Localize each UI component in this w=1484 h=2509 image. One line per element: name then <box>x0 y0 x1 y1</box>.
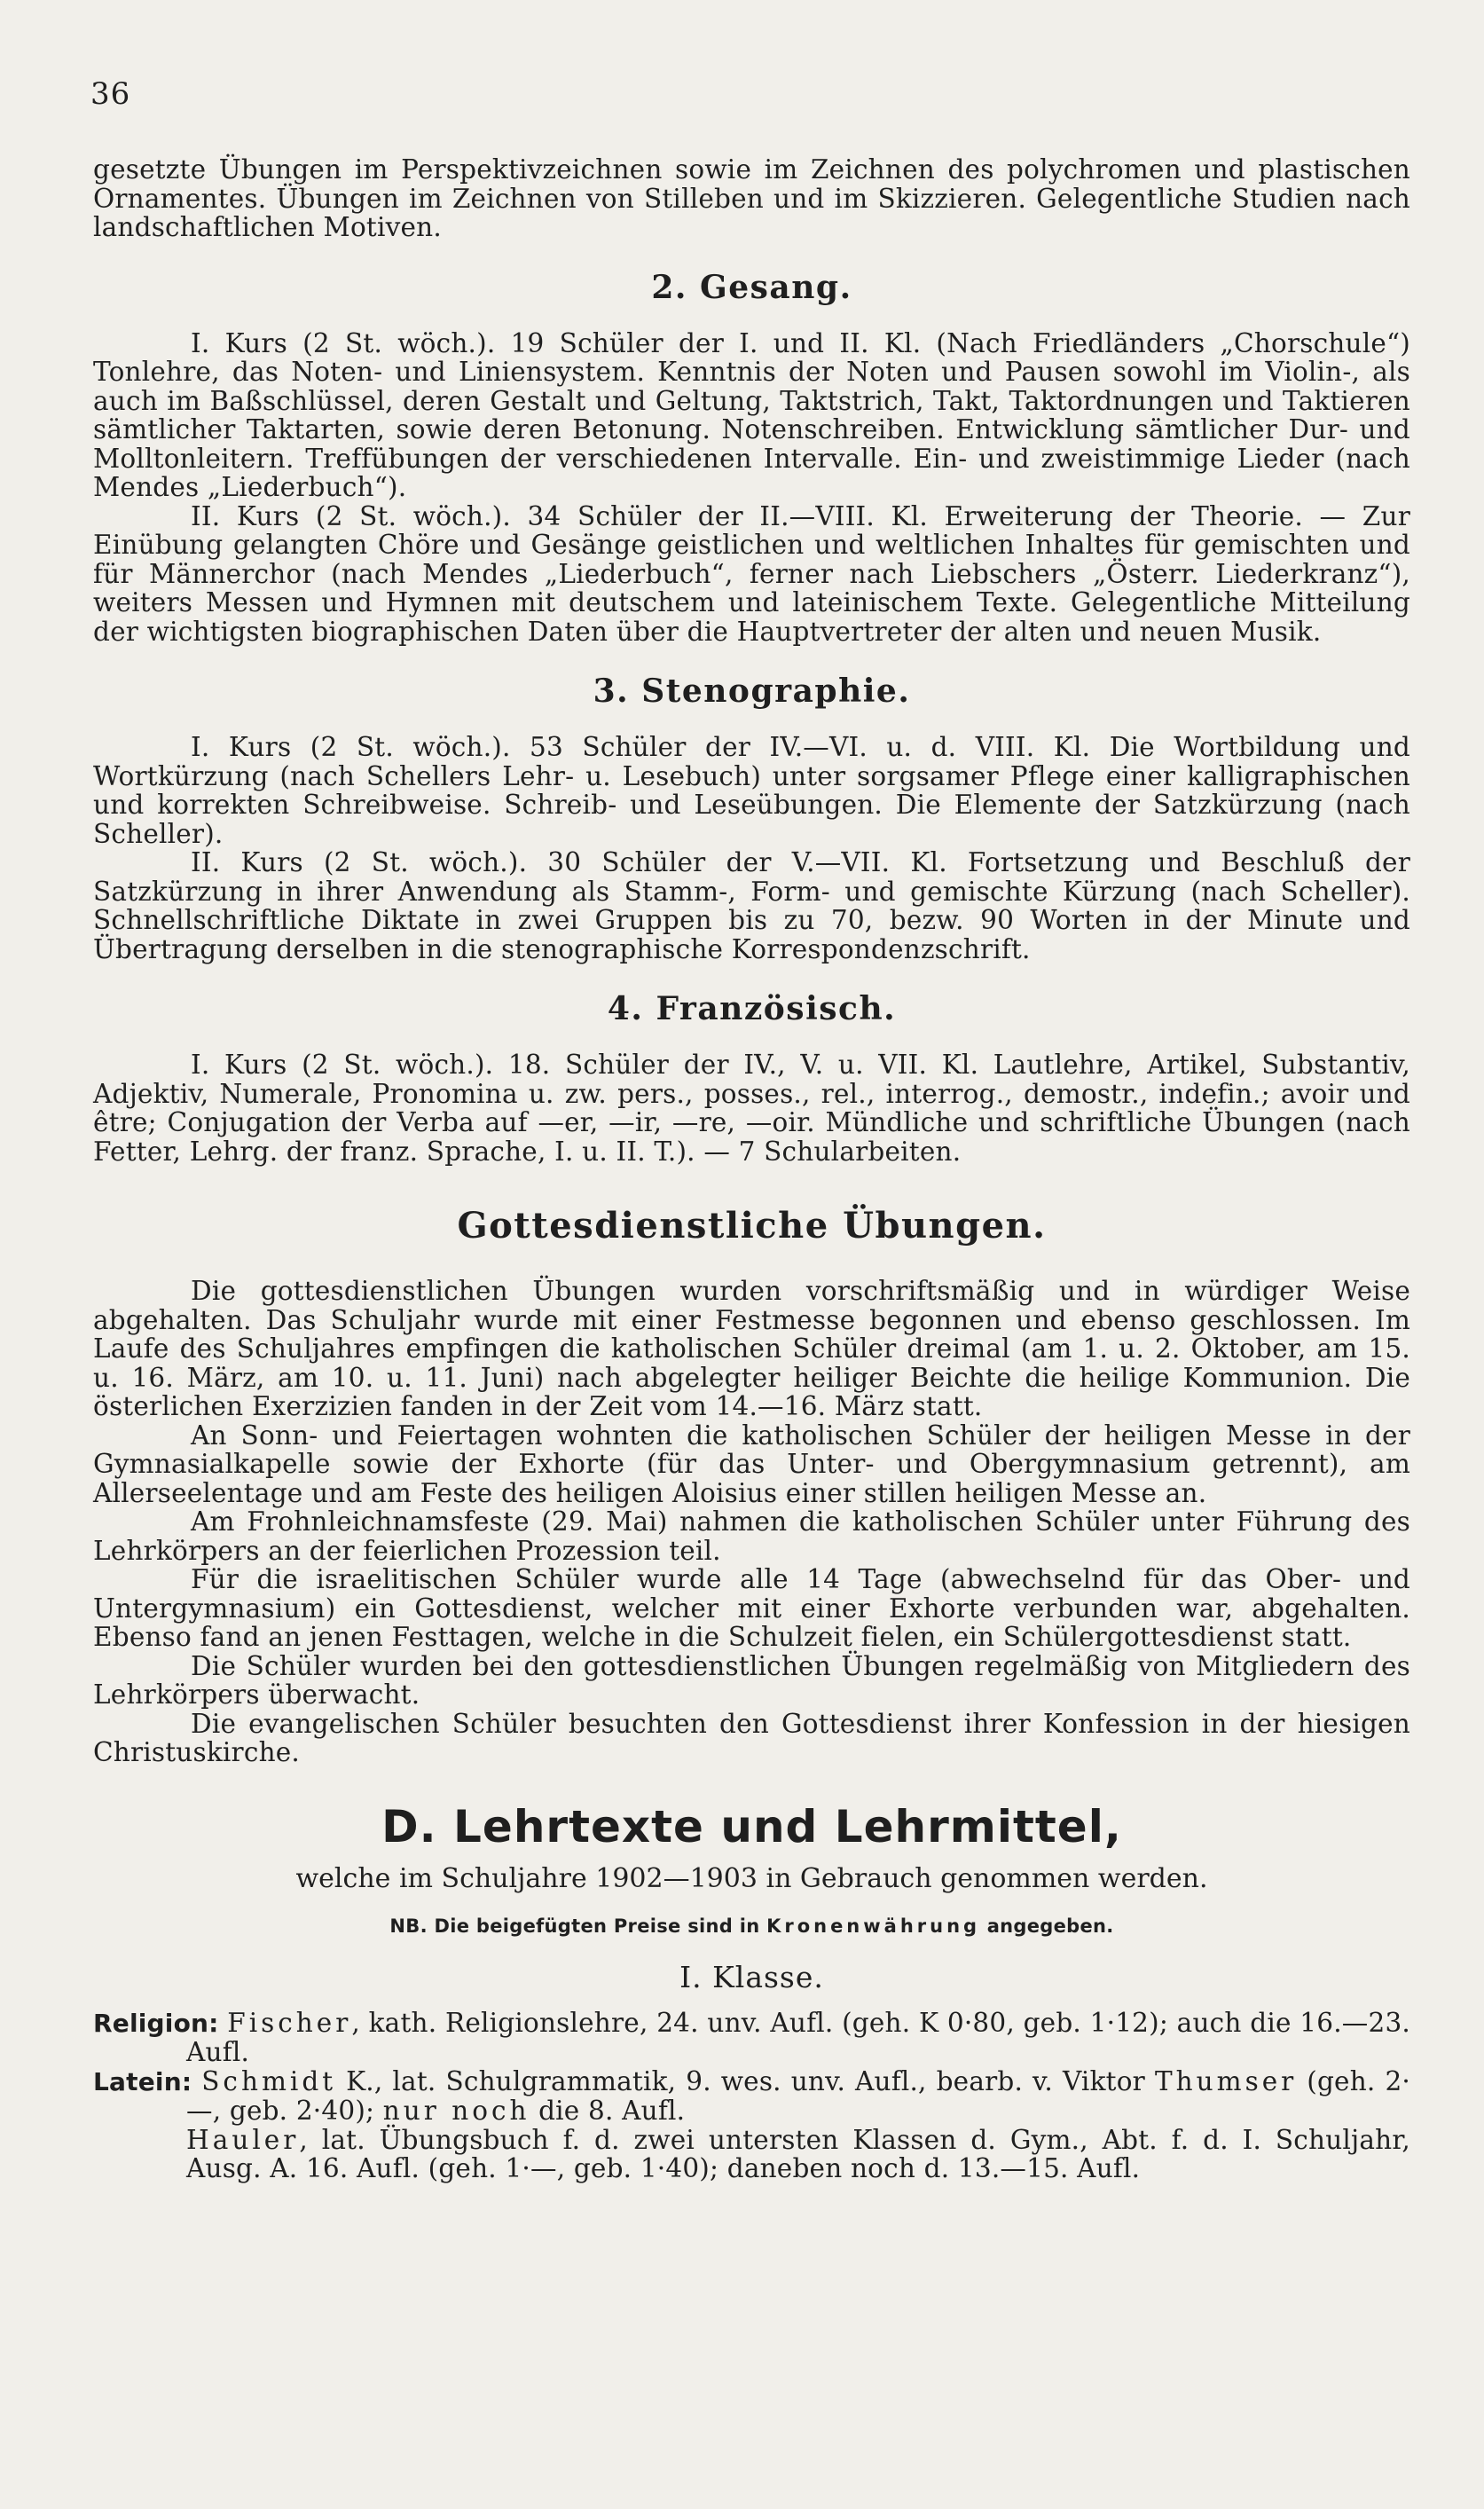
section-title-stenographie: 3. Stenographie. <box>593 672 911 710</box>
entry-hauler <box>93 2126 1410 2183</box>
latein-text-2: (geh. 2·—, geb. 2·40); <box>186 2065 1410 2126</box>
latein-text-1: K., lat. Schulgrammatik, 9. wes. unv. Aufl., bearb. v. Viktor <box>336 2065 1155 2096</box>
page-content <box>93 155 1410 2183</box>
entry-religion <box>93 2009 1410 2067</box>
entry-latein <box>93 2067 1410 2126</box>
gottesdienst-paragraph-5: Die Schüler wurden bei den gottesdienstlichen Übungen regelmäßig von Mitgliedern des Lehrkörpers überwacht. <box>93 1650 1410 1710</box>
latein-nur-noch: nur noch <box>382 2096 530 2126</box>
section-title-franzoesisch: 4. Französisch. <box>607 990 897 1027</box>
section-title-lehrtexte: D. Lehrtexte und Lehrmittel, <box>381 1800 1122 1852</box>
franzoesisch-paragraph-1: I. Kurs (2 St. wöch.). 18. Schüler der IV., V. u. VII. Kl. Lautlehre, Artikel, Substantiv, Adjektiv, Numerale, Pronomina u. zw. pers., posses., rel., interrog., demostr., indefin.; avoir und être; Conjugation der Verba auf —er, —ir, —re, —oir. Mündliche und schriftliche Übungen (nach Fetter, Lehrg. der franz. Sprache, I. u. II. T.). — 7 Schularbeiten. <box>93 1050 1410 1167</box>
stenographie-paragraph-2: II. Kurs (2 St. wöch.). 30 Schüler der V.—VII. Kl. Fortsetzung und Beschluß der Satzkürzung in ihrer Anwendung als Stamm-, Form- und gemischte Kürzung (nach Scheller). Schnellschriftliche Diktate in zwei Gruppen bis zu 70, bezw. 90 Worten in der Minute und Übertragung derselben in die stenographische Korrespondenzschrift. <box>93 847 1410 964</box>
religion-text: , kath. Religionslehre, 24. unv. Aufl. (geh. K 0·80, geb. 1·12); auch die 16.—23. Aufl. <box>186 2007 1411 2067</box>
latein-editor: Thumser <box>1154 2065 1298 2096</box>
gottesdienst-paragraph-4: Für die israelitischen Schüler wurde alle 14 Tage (abwechselnd für das Ober- und Untergymnasium) ein Gottesdienst, welcher mit einer Exhorte verbunden war, abgehalten. Ebenso fand an jenen Festtagen, welche in die Schulzeit fielen, ein Schülergottesdienst statt. <box>93 1564 1410 1652</box>
price-note-suffix: angegeben. <box>980 1915 1114 1937</box>
latein-author: Schmidt <box>201 2065 337 2096</box>
price-note <box>93 1915 1410 1937</box>
latein-text-3: die 8. Aufl. <box>530 2096 686 2126</box>
hauler-author: Hauler <box>186 2124 300 2155</box>
hauler-text: , lat. Übungsbuch f. d. zwei untersten Klassen d. Gym., Abt. f. d. I. Schuljahr, Ausg. A. 16. Aufl. (geh. 1·—, geb. 1·40); daneben noch d. 13.—15. Aufl. <box>186 2124 1410 2183</box>
page-number: 36 <box>90 76 131 112</box>
subject-latein-label: Latein: <box>93 2066 192 2096</box>
gottesdienst-paragraph-3: Am Frohnleichnamsfeste (29. Mai) nahmen die katholischen Schüler unter Führung des Lehrkörpers an der feierlichen Prozession teil. <box>93 1506 1410 1566</box>
price-note-prefix: NB. Die beigefügten Preise sind in <box>389 1915 767 1937</box>
section-subtitle-lehrtexte: welche im Schuljahre 1902—1903 in Gebrauch genommen werden. <box>295 1862 1208 1894</box>
klasse-heading: I. Klasse. <box>679 1959 824 1994</box>
price-note-currency: Kronenwährung <box>766 1915 981 1937</box>
gesang-paragraph-2: II. Kurs (2 St. wöch.). 34 Schüler der II.—VIII. Kl. Erweiterung der Theorie. — Zur Einübung gelangten Chöre und Gesänge geistlichen und weltlichen Inhaltes für gemischten und für Männerchor (nach Mendes „Liederbuch“, ferner nach Liebschers „Österr. Liederkranz“), weiters Messen und Hymnen mit deutschem und lateinischem Texte. Gelegentliche Mitteilung der wichtigsten biographischen Daten über die Hauptvertreter der alten und neuen Musik. <box>93 500 1410 647</box>
stenographie-paragraph-1: I. Kurs (2 St. wöch.). 53 Schüler der IV.—VI. u. d. VIII. Kl. Die Wortbildung und Wortkürzung (nach Schellers Lehr- u. Lesebuch) unter sorgsamer Pflege einer kalligraphischen und korrekten Schreibweise. Schreib- und Leseübungen. Die Elemente der Satzkürzung (nach Scheller). <box>93 732 1410 849</box>
intro-paragraph: gesetzte Übungen im Perspektivzeichnen sowie im Zeichnen des polychromen und plastischen Ornamentes. Übungen im Zeichnen von Stilleben und im Skizzieren. Gelegentliche Studien nach landschaftlichen Motiven. <box>93 154 1410 242</box>
gottesdienst-paragraph-6: Die evangelischen Schüler besuchten den Gottesdienst ihrer Konfession in der hiesigen Christuskirche. <box>93 1708 1410 1767</box>
section-title-gottesdienst: Gottesdienstliche Übungen. <box>457 1205 1047 1247</box>
religion-author: Fischer <box>227 2007 352 2038</box>
subject-religion-label: Religion: <box>93 2008 219 2038</box>
gottesdienst-paragraph-1: Die gottesdienstlichen Übungen wurden vorschriftsmäßig und in würdiger Weise abgehalten. Das Schuljahr wurde mit einer Festmesse begonnen und ebenso geschlossen. Im Laufe des Schuljahres empfingen die katholischen Schüler dreimal (am 1. u. 2. Oktober, am 15. u. 16. März, am 10. u. 11. Juni) nach abgelegter heiliger Beichte die heilige Kommunion. Die österlichen Exerzizien fanden in der Zeit vom 14.—16. März statt. <box>93 1276 1410 1421</box>
section-title-gesang: 2. Gesang. <box>651 268 852 306</box>
gottesdienst-paragraph-2: An Sonn- und Feiertagen wohnten die katholischen Schüler der heiligen Messe in der Gymnasialkapelle sowie der Exhorte (für das Unter- und Obergymnasium getrennt), am Allerseelentage und am Feste des heiligen Aloisius einer stillen heiligen Messe an. <box>93 1420 1410 1508</box>
gesang-paragraph-1: I. Kurs (2 St. wöch.). 19 Schüler der I. und II. Kl. (Nach Friedländers „Chorschule“) Tonlehre, das Noten- und Liniensystem. Kenntnis der Noten und Pausen sowohl im Violin-, als auch im Baßschlüssel, deren Gestalt und Geltung, Taktstrich, Takt, Taktordnungen und Taktieren sämtlicher Taktarten, sowie deren Betonung. Notenschreiben. Entwicklung sämtlicher Dur- und Molltonleitern. Treffübungen der verschiedenen Intervalle. Ein- und zweistimmige Lieder (nach Mendes „Liederbuch“). <box>93 327 1410 502</box>
